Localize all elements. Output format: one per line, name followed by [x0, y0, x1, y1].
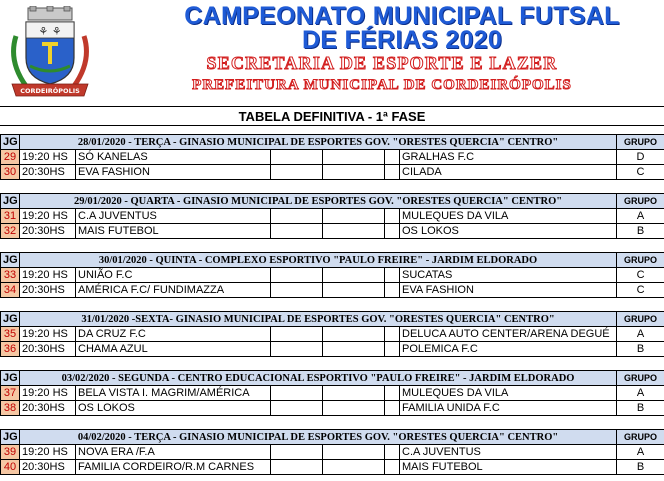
- home-team: C.A JUVENTUS: [76, 209, 271, 224]
- match-row: [1, 445, 664, 460]
- game-number: 36: [1, 342, 20, 357]
- home-team: CHAMA AZUL: [76, 342, 271, 357]
- empty-cell: [271, 268, 323, 283]
- empty-cell: [271, 209, 323, 224]
- subtitle-secretaria: SECRETARIA DE ESPORTE E LAZER: [206, 53, 558, 73]
- column-header-jg: JG: [1, 253, 20, 268]
- game-number: 35: [1, 327, 20, 342]
- empty-cell: [323, 327, 385, 342]
- group-letter: C: [617, 165, 664, 180]
- subtitle-prefeitura: PREFEITURA MUNICIPAL DE CORDEIRÓPOLIS: [192, 77, 572, 93]
- empty-cell: [385, 224, 400, 239]
- game-number: 34: [1, 283, 20, 298]
- empty-cell: [271, 460, 323, 475]
- match-row: [1, 150, 664, 165]
- svg-text:⚘ ⚘: ⚘ ⚘: [38, 25, 62, 38]
- match-row: [1, 401, 664, 416]
- game-number: 40: [1, 460, 20, 475]
- empty-cell: [385, 342, 400, 357]
- match-time: 20:30HS: [20, 460, 76, 475]
- game-number: 32: [1, 224, 20, 239]
- empty-cell: [271, 165, 323, 180]
- game-number: 37: [1, 386, 20, 401]
- group-letter: B: [617, 224, 664, 239]
- match-row: [1, 327, 664, 342]
- group-letter: C: [617, 283, 664, 298]
- column-header-grupo: GRUPO: [617, 312, 664, 327]
- match-day-block: [0, 370, 664, 416]
- column-header-grupo: GRUPO: [617, 194, 664, 209]
- match-day-block: [0, 134, 664, 180]
- match-day-header: 31/01/2020 -SEXTA- GINASIO MUNICIPAL DE ESPORTES GOV. "ORESTES QUERCIA" CENTRO": [20, 312, 617, 327]
- game-number: 38: [1, 401, 20, 416]
- group-letter: C: [617, 268, 664, 283]
- home-team: EVA FASHION: [76, 165, 271, 180]
- game-number: 30: [1, 165, 20, 180]
- home-team: OS LOKOS: [76, 401, 271, 416]
- empty-cell: [323, 150, 385, 165]
- group-letter: B: [617, 342, 664, 357]
- empty-cell: [323, 445, 385, 460]
- column-header-grupo: GRUPO: [617, 135, 664, 150]
- column-header-jg: JG: [1, 135, 20, 150]
- empty-cell: [385, 268, 400, 283]
- match-time: 20:30HS: [20, 342, 76, 357]
- home-team: MAIS FUTEBOL: [76, 224, 271, 239]
- empty-cell: [271, 224, 323, 239]
- empty-cell: [385, 401, 400, 416]
- empty-cell: [271, 150, 323, 165]
- column-header-grupo: GRUPO: [617, 371, 664, 386]
- match-time: 19:20 HS: [20, 327, 76, 342]
- match-time: 20:30HS: [20, 224, 76, 239]
- group-letter: D: [617, 150, 664, 165]
- match-day-header: 29/01/2020 - QUARTA - GINASIO MUNICIPAL DE ESPORTES GOV. "ORESTES QUERCIA" CENTRO": [20, 194, 617, 209]
- column-header-jg: JG: [1, 312, 20, 327]
- match-time: 19:20 HS: [20, 268, 76, 283]
- match-time: 20:30HS: [20, 283, 76, 298]
- match-row: [1, 209, 664, 224]
- match-row: [1, 165, 664, 180]
- home-team: SÓ KANELAS: [76, 150, 271, 165]
- empty-cell: [323, 268, 385, 283]
- column-header-jg: JG: [1, 430, 20, 445]
- empty-cell: [323, 224, 385, 239]
- empty-cell: [385, 445, 400, 460]
- match-time: 19:20 HS: [20, 150, 76, 165]
- column-header-grupo: GRUPO: [617, 430, 664, 445]
- match-row: [1, 283, 664, 298]
- home-team: DA CRUZ F.C: [76, 327, 271, 342]
- match-row: [1, 268, 664, 283]
- match-time: 20:30HS: [20, 401, 76, 416]
- home-team: NOVA ERA /F.A: [76, 445, 271, 460]
- away-team: DELUCA AUTO CENTER/ARENA DEGUÉ: [400, 327, 617, 342]
- match-day-block: [0, 311, 664, 357]
- group-letter: A: [617, 209, 664, 224]
- away-team: SUCATAS: [400, 268, 617, 283]
- empty-cell: [385, 209, 400, 224]
- game-number: 33: [1, 268, 20, 283]
- empty-cell: [323, 460, 385, 475]
- match-day-header: 30/01/2020 - QUINTA - COMPLEXO ESPORTIVO "PAULO FREIRE" - JARDIM ELDORADO: [20, 253, 617, 268]
- group-letter: A: [617, 445, 664, 460]
- empty-cell: [323, 165, 385, 180]
- home-team: UNIÃO F.C: [76, 268, 271, 283]
- away-team: OS LOKOS: [400, 224, 617, 239]
- empty-cell: [385, 150, 400, 165]
- away-team: EVA FASHION: [400, 283, 617, 298]
- home-team: FAMILIA CORDEIRO/R.M CARNES: [76, 460, 271, 475]
- title-line-1: CAMPEONATO MUNICIPAL FUTSAL: [184, 2, 620, 30]
- away-team: POLEMICA F.C: [400, 342, 617, 357]
- match-day-block: [0, 252, 664, 298]
- empty-cell: [271, 327, 323, 342]
- column-header-grupo: GRUPO: [617, 253, 664, 268]
- match-day-header: 03/02/2020 - SEGUNDA - CENTRO EDUCACIONAL ESPORTIVO "PAULO FREIRE" - JARDIM ELDORADO: [20, 371, 617, 386]
- table-title: TABELA DEFINITIVA - 1ª FASE: [0, 106, 664, 126]
- match-day-block: [0, 193, 664, 239]
- match-time: 20:30HS: [20, 165, 76, 180]
- column-header-jg: JG: [1, 371, 20, 386]
- empty-cell: [271, 283, 323, 298]
- home-team: BELA VISTA I. MAGRIM/AMÉRICA: [76, 386, 271, 401]
- group-letter: B: [617, 401, 664, 416]
- away-team: MULEQUES DA VILA: [400, 386, 617, 401]
- home-team: AMÉRICA F.C/ FUNDIMAZZA: [76, 283, 271, 298]
- match-row: [1, 342, 664, 357]
- empty-cell: [271, 401, 323, 416]
- empty-cell: [385, 460, 400, 475]
- away-team: MULEQUES DA VILA: [400, 209, 617, 224]
- game-number: 31: [1, 209, 20, 224]
- empty-cell: [385, 327, 400, 342]
- away-team: CILADA: [400, 165, 617, 180]
- empty-cell: [385, 283, 400, 298]
- group-letter: A: [617, 386, 664, 401]
- away-team: FAMILIA UNIDA F.C: [400, 401, 617, 416]
- empty-cell: [271, 386, 323, 401]
- empty-cell: [271, 445, 323, 460]
- empty-cell: [323, 209, 385, 224]
- match-row: [1, 386, 664, 401]
- match-row: [1, 224, 664, 239]
- match-day-header: 28/01/2020 - TERÇA - GINASIO MUNICIPAL DE ESPORTES GOV. "ORESTES QUERCIA" CENTRO": [20, 135, 617, 150]
- crest-ribbon-text: CORDEIRÓPOLIS: [20, 87, 80, 95]
- away-team: C.A JUVENTUS: [400, 445, 617, 460]
- empty-cell: [323, 342, 385, 357]
- group-letter: A: [617, 327, 664, 342]
- page-header: [0, 0, 664, 106]
- empty-cell: [323, 386, 385, 401]
- title-line-2: DE FÉRIAS 2020: [301, 26, 503, 54]
- match-time: 19:20 HS: [20, 209, 76, 224]
- game-number: 39: [1, 445, 20, 460]
- match-row: [1, 460, 664, 475]
- match-time: 19:20 HS: [20, 445, 76, 460]
- game-number: 29: [1, 150, 20, 165]
- away-team: GRALHAS F.C: [400, 150, 617, 165]
- empty-cell: [271, 342, 323, 357]
- column-header-jg: JG: [1, 194, 20, 209]
- empty-cell: [323, 401, 385, 416]
- group-letter: B: [617, 460, 664, 475]
- empty-cell: [385, 165, 400, 180]
- empty-cell: [323, 283, 385, 298]
- match-day-block: [0, 429, 664, 475]
- away-team: MAIS FUTEBOL: [400, 460, 617, 475]
- match-day-header: 04/02/2020 - TERÇA - GINASIO MUNICIPAL DE ESPORTES GOV. "ORESTES QUERCIA" CENTRO": [20, 430, 617, 445]
- match-time: 19:20 HS: [20, 386, 76, 401]
- empty-cell: [385, 386, 400, 401]
